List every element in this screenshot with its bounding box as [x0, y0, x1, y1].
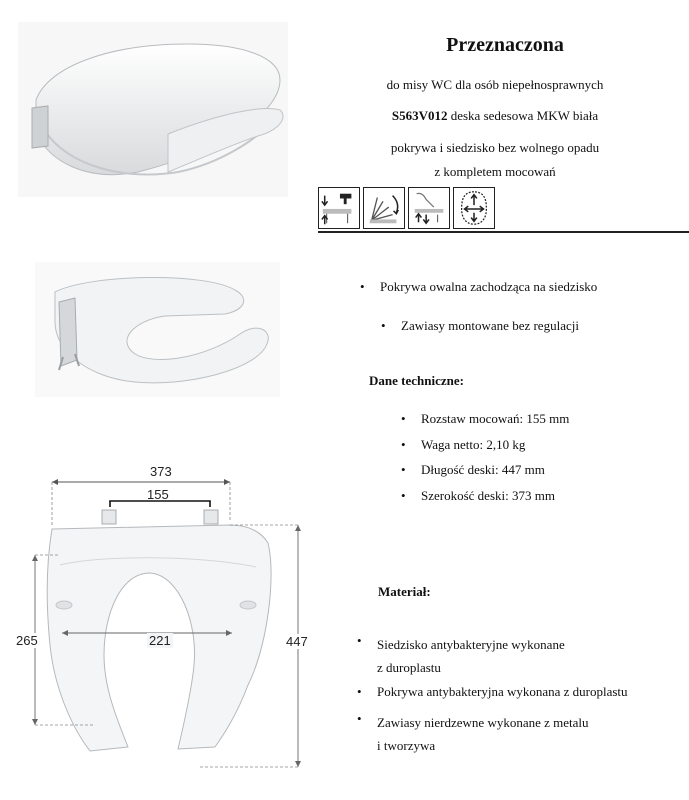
tech-item-text: Szerokość deski: 373 mm [421, 488, 555, 503]
bullet: • [357, 633, 362, 648]
dim-inner-width-label: 221 [149, 633, 171, 648]
material-line: i tworzywa [377, 738, 436, 753]
material-line: Pokrywa antybakteryjna wykonana z duroplastu [377, 684, 628, 699]
tech-data-heading: Dane techniczne: [369, 373, 464, 388]
product-photo-seat [35, 262, 280, 397]
header-line-kit: z kompletem mocowań [434, 164, 556, 179]
header-divider [318, 231, 689, 233]
model-description: deska sedesowa MKW biała [447, 108, 599, 123]
tech-item [401, 488, 555, 504]
dim-length-label: 447 [286, 634, 308, 649]
bullet: • [381, 318, 386, 333]
feature-item [381, 318, 579, 334]
dim-hinge-spacing-label: 155 [147, 487, 169, 502]
seat-closing-icon [363, 187, 405, 229]
bullet: • [360, 279, 365, 294]
material-item [357, 684, 628, 700]
tech-item-text: Długość deski: 447 mm [421, 462, 545, 477]
material-item [357, 633, 565, 679]
tech-item [401, 462, 545, 478]
fixing-adjustment-icon [453, 187, 495, 229]
model-code: S563V012 [391, 108, 448, 123]
dim-opening-label: 265 [16, 633, 38, 648]
feature-text: Zawiasy montowane bez regulacji [401, 318, 579, 333]
tech-item [401, 411, 569, 427]
bullet: • [401, 411, 406, 426]
quick-release-icon [408, 187, 450, 229]
material-line: Zawiasy nierdzewne wykonane z metalu [377, 715, 589, 730]
material-heading: Materiał: [378, 584, 431, 599]
tech-item-text: Rozstaw mocowań: 155 mm [421, 411, 570, 426]
bullet: • [357, 684, 362, 699]
feature-item [360, 279, 597, 295]
material-item-text [377, 633, 565, 679]
header-line-purpose: do misy WC dla osób niepełnosprawnych [386, 77, 604, 92]
technical-drawing [0, 455, 320, 800]
dim-width-label: 373 [150, 464, 172, 479]
header-line-model [330, 108, 660, 124]
bullet: • [401, 437, 406, 452]
bullet: • [357, 711, 362, 726]
bullet: • [401, 462, 406, 477]
header-line-features: pokrywa i siedzisko bez wolnego opadu [390, 140, 600, 155]
product-photo-closed [18, 22, 288, 197]
material-line: z duroplastu [377, 660, 441, 675]
feature-text: Pokrywa owalna zachodząca na siedzisko [380, 279, 598, 294]
mounting-from-top-icon [318, 187, 360, 229]
tech-item [401, 437, 525, 453]
material-item [357, 711, 589, 757]
tech-item-text: Waga netto: 2,10 kg [421, 437, 526, 452]
feature-icon-strip [318, 187, 495, 229]
material-item-text [377, 711, 589, 757]
product-purpose-title: Przeznaczona [446, 34, 564, 56]
material-line: Siedzisko antybakteryjne wykonane [377, 637, 565, 652]
bullet: • [401, 488, 406, 503]
